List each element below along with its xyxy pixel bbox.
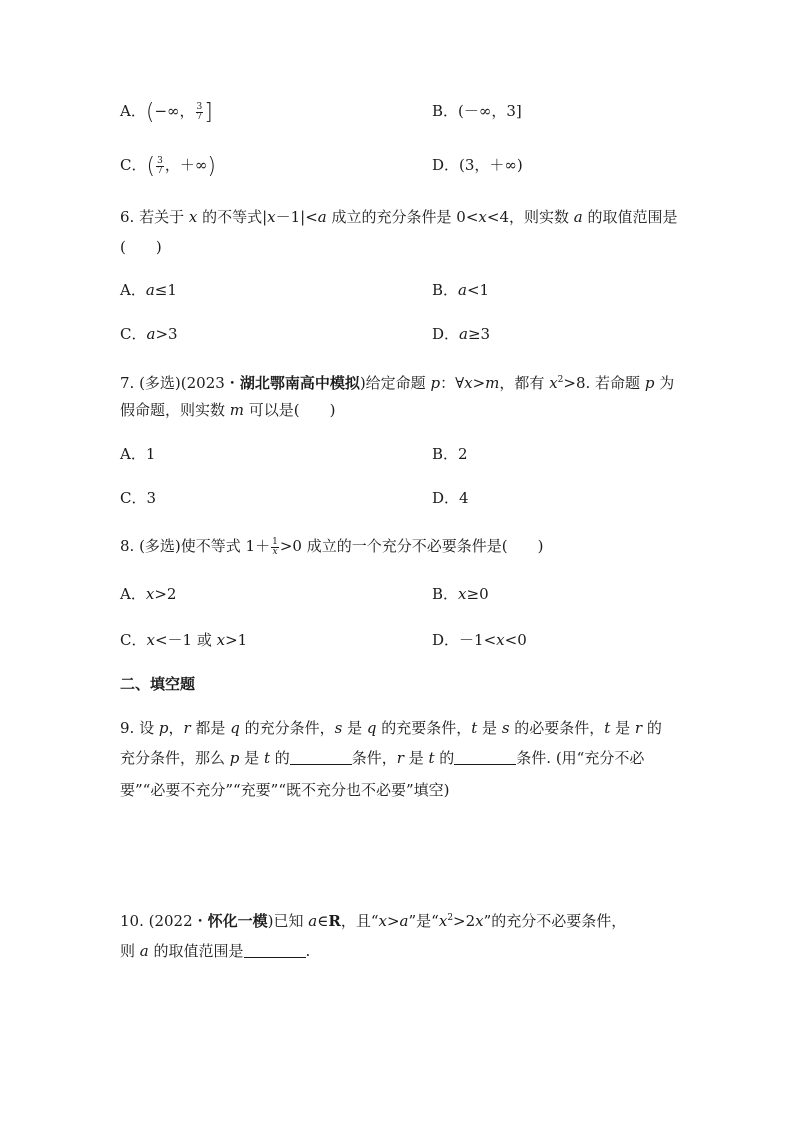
q9-stem-line3: 要”“必要不充分”“充要”“既不充分也不必要”填空) <box>120 781 450 799</box>
q7-option-a: A．1 <box>120 445 156 463</box>
q10-stem-line2: 则 a 的取值范围是 . <box>120 942 311 960</box>
q7-option-b: B．2 <box>432 445 468 463</box>
fraction: $\frac{1}{x}$ <box>272 536 278 557</box>
q9-stem-line2: 充分条件，那么 p 是 t 的 条件，r 是 t 的 条件. (用“充分不必 <box>120 749 645 767</box>
q6-option-d: D．a≥3 <box>432 325 491 343</box>
q7-option-c: C．3 <box>120 489 157 507</box>
q8-option-a: A．x>2 <box>120 585 177 603</box>
answer-blank[interactable] <box>454 750 516 765</box>
q8-option-c: C．x<－1 或 x>1 <box>120 631 248 649</box>
q7-option-d: D．4 <box>432 489 469 507</box>
q5-option-c: C．( $\frac{3}{7}$ ，＋∞) <box>120 154 216 179</box>
q6-stem-line2: ( ) <box>120 238 162 256</box>
fraction: $\frac{3}{7}$ <box>196 101 203 122</box>
q6-stem-line1: 6. 若关于 x 的不等式|x－1|<a 成立的充分条件是 0<x<4，则实数 a 的取值范围是 <box>120 208 678 226</box>
answer-blank[interactable] <box>290 750 352 765</box>
q5-option-d: D．(3，＋∞) <box>432 156 523 174</box>
q9-stem-line1: 9. 设 p，r 都是 q 的充分条件，s 是 q 的充要条件，t 是 s 的必要条件，t 是 r 的 <box>120 719 662 737</box>
q7-stem-line1: 7. (多选)(2023・湖北鄂南高中模拟)给定命题 p：∀x>m，都有 $x^2>8$. 若命题 p 为 <box>120 374 675 392</box>
q5-option-b: B．(－∞，3] <box>432 102 522 120</box>
q7-stem-line2: 假命题，则实数 m 可以是( ) <box>120 401 336 419</box>
section-heading: 二、填空题 <box>120 675 196 693</box>
q8-option-d: D．－1<x<0 <box>432 631 527 649</box>
q6-option-c: C．a>3 <box>120 325 178 343</box>
q5-option-a: A．(−∞， $\frac{3}{7}$ ] <box>120 100 213 125</box>
q6-option-b: B．a<1 <box>432 281 490 299</box>
answer-blank[interactable] <box>244 943 306 958</box>
q8-option-b: B．x≥0 <box>432 585 489 603</box>
q8-stem-line1: 8. (多选)使不等式 1＋ $\frac{1}{x}$ >0 成立的一个充分不必要条件是( ) <box>120 536 544 557</box>
q10-stem-line1: 10. (2022・怀化一模)已知 a∈R，且“x>a”是“$x^2>2x$”的充分不必要条件， <box>120 912 627 930</box>
fraction: $\frac{3}{7}$ <box>157 155 163 176</box>
q6-option-a: A．a≤1 <box>120 281 177 299</box>
